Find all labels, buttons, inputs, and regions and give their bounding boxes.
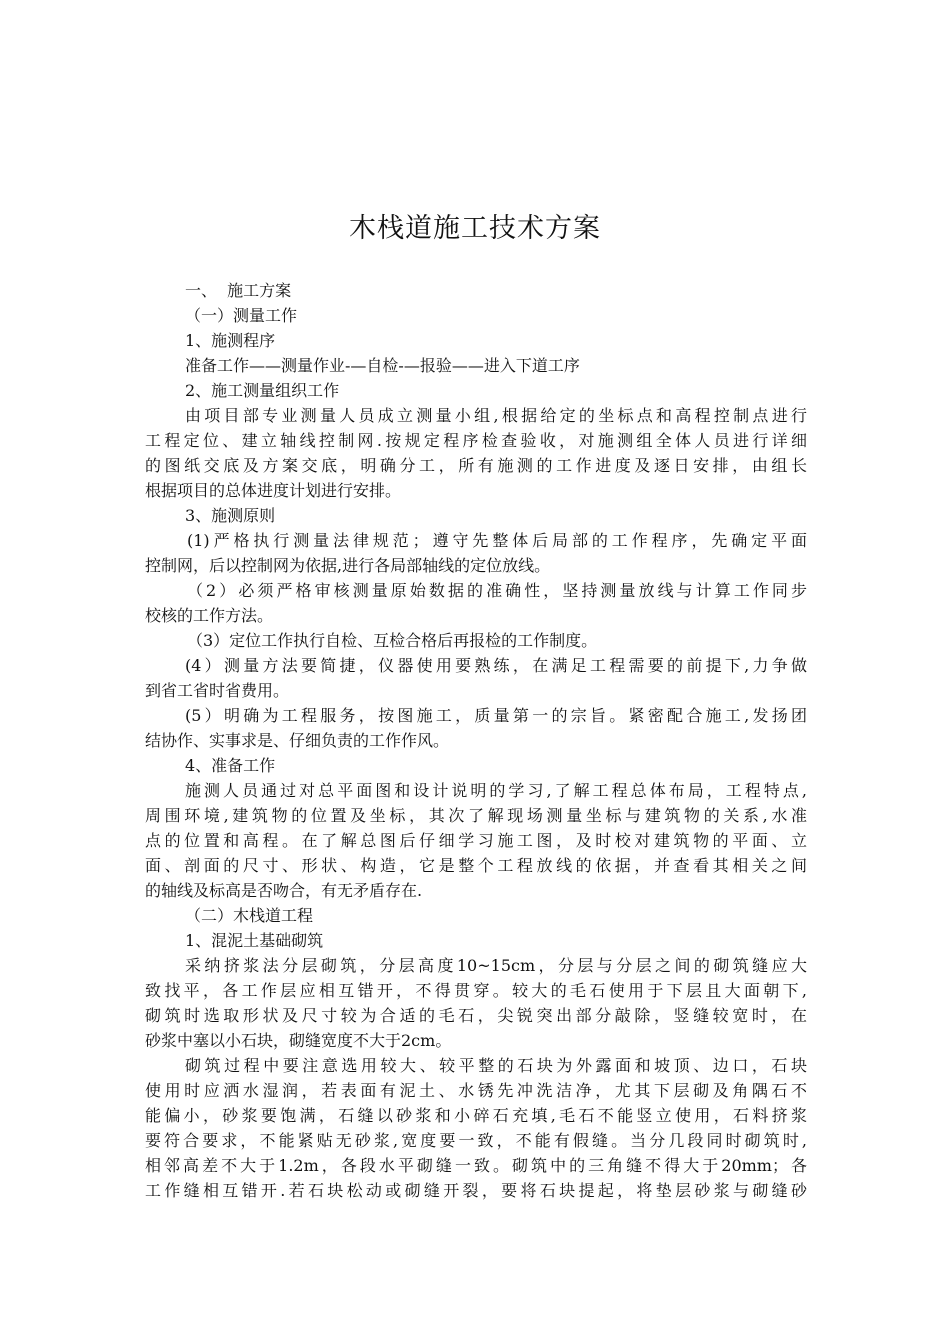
text-line: 能偏小，砂浆要饱满，石缝以砂浆和小碎石充填,毛石不能竖立使用，石料挤浆 (145, 1106, 807, 1125)
text-line: 砂浆中塞以小石块，砌缝宽度不大于2cm。 (145, 1031, 452, 1050)
text-line: 控制网，后以控制网为依据,进行各局部轴线的定位放线。 (145, 556, 551, 575)
text-line: 根据项目的总体进度计划进行安排。 (145, 481, 402, 500)
text-line: 砌筑过程中要注意选用较大、较平整的石块为外露面和坡顶、边口，石块 (185, 1056, 807, 1075)
text-line: 面、剖面的尺寸、形状、构造，它是整个工程放线的依据，并查看其相关之间 (145, 856, 807, 875)
document-title: 木栈道施工技术方案 (349, 213, 601, 244)
text-line: 使用时应洒水湿润，若表面有泥土、水锈先冲洗洁净，尤其下层砌及角隅石不 (145, 1081, 807, 1100)
text-line: 的图纸交底及方案交底，明确分工，所有施测的工作进度及逐日安排，由组长 (145, 456, 807, 475)
text-line: （2）必须严格审核测量原始数据的准确性，坚持测量放线与计算工作同步 (187, 581, 807, 600)
text-line: 准备工作——测量作业-—自检-—报验——进入下道工序 (185, 356, 580, 375)
text-line: 砌筑时选取形状及尺寸较为合适的毛石，尖锐突出部分敲除，竖缝较宽时，在 (145, 1006, 807, 1025)
text-line: (1)严格执行测量法律规范；遵守先整体后局部的工作程序，先确定平面 (187, 531, 807, 550)
text-line: （一）测量工作 (185, 306, 298, 325)
text-line: 到省工省时省费用。 (145, 681, 290, 700)
text-line: 2、施工测量组织工作 (185, 381, 340, 400)
text-line: 的轴线及标高是否吻合，有无矛盾存在. (145, 881, 423, 900)
text-line: 周围环境,建筑物的位置及坐标，其次了解现场测量坐标与建筑物的关系,水准 (145, 806, 807, 825)
text-line: 结协作、实事求是、仔细负责的工作作风。 (145, 731, 450, 750)
text-line: 点的位置和高程。在了解总图后仔细学习施工图，及时校对建筑物的平面、立 (145, 831, 807, 850)
text-line: 3、施测原则 (185, 506, 276, 525)
text-line: 致找平，各工作层应相互错开，不得贯穿。较大的毛石使用于下层且大面朝下, (145, 981, 807, 1000)
text-line: 4、准备工作 (185, 756, 276, 775)
text-line: 一、 施工方案 (185, 281, 292, 300)
text-line: 校核的工作方法。 (145, 606, 274, 625)
text-line: 施测人员通过对总平面图和设计说明的学习,了解工程总体布局，工程特点, (185, 781, 807, 800)
text-line: （3）定位工作执行自检、互检合格后再报检的工作制度。 (187, 631, 598, 650)
text-line: （二）木栈道工程 (185, 906, 314, 925)
text-line: 1、混泥土基础砌筑 (185, 931, 324, 950)
text-line: 采纳挤浆法分层砌筑，分层高度10~15cm，分层与分层之间的砌筑缝应大 (185, 956, 807, 975)
text-line: 1、施测程序 (185, 331, 276, 350)
text-line: 相邻高差不大于1.2m，各段水平砌缝一致。砌筑中的三角缝不得大于20mm；各 (145, 1156, 807, 1175)
text-line: 工程定位、建立轴线控制网.按规定程序检查验收，对施测组全体人员进行详细 (145, 431, 807, 450)
text-line: 由项目部专业测量人员成立测量小组,根据给定的坐标点和高程控制点进行 (185, 406, 807, 425)
text-line: (5）明确为工程服务，按图施工，质量第一的宗旨。紧密配合施工,发扬团 (185, 706, 807, 725)
document-body (145, 278, 807, 1203)
text-line: 要符合要求，不能紧贴无砂浆,宽度要一致，不能有假缝。当分几段同时砌筑时, (145, 1131, 807, 1150)
text-line: 工作缝相互错开.若石块松动或砌缝开裂，要将石块提起，将垫层砂浆与砌缝砂 (145, 1181, 807, 1200)
text-line: (4）测量方法要简捷，仪器使用要熟练，在满足工程需要的前提下,力争做 (185, 656, 807, 675)
